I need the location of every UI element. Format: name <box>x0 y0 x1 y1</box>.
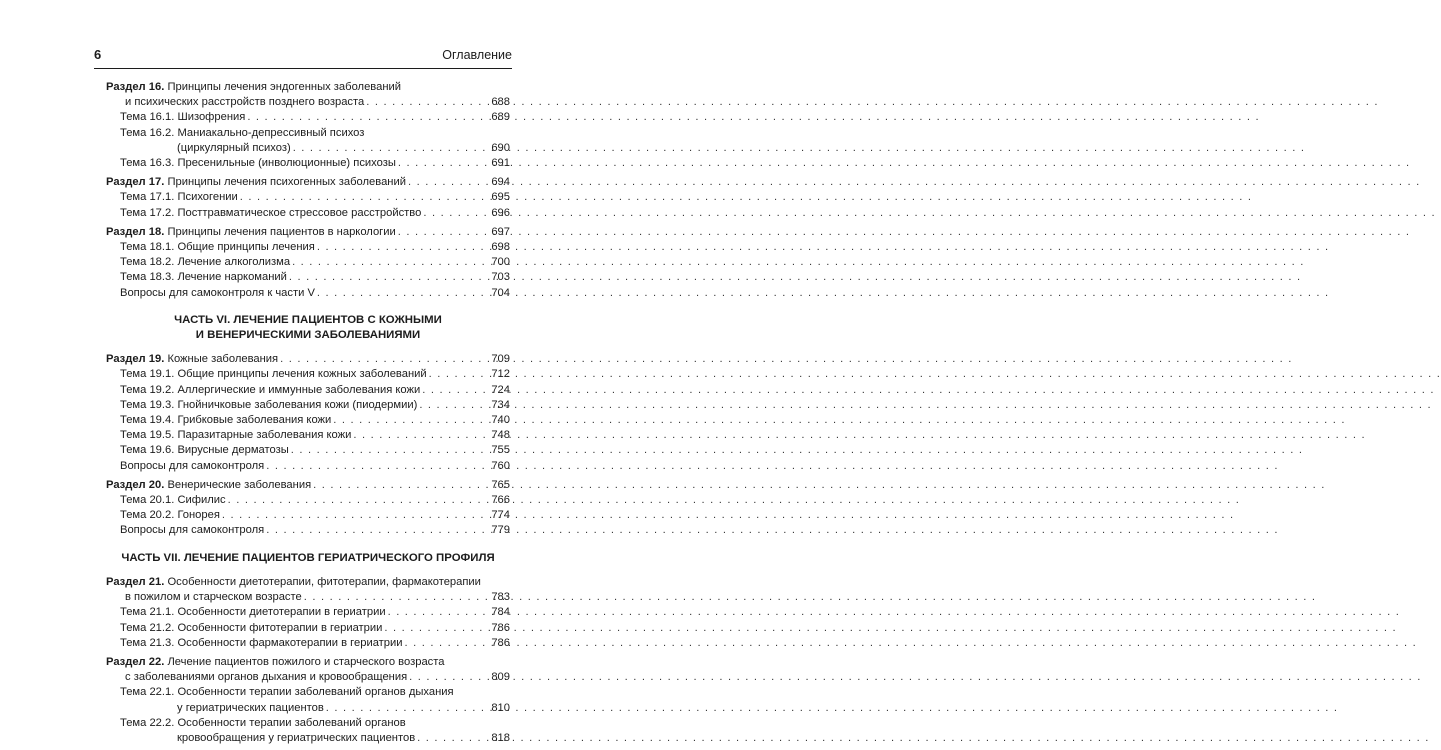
section-prefix: Раздел 17. <box>106 176 165 189</box>
page-ref: 809 <box>491 671 510 684</box>
toc-topic[interactable] <box>106 383 510 398</box>
questions-label: Вопросы для самоконтроля к части V <box>120 286 315 299</box>
topic-label: Тема 21.3. Особенности фармакотерапии в гериатрии <box>120 636 403 649</box>
page-ref: 688 <box>491 96 510 109</box>
page-ref: 700 <box>491 256 510 269</box>
part-title: ЧАСТЬ VII. ЛЕЧЕНИЕ ПАЦИЕНТОВ ГЕРИАТРИЧЕСКОГО ПРОФИЛЯ <box>121 551 495 564</box>
page-ref: 694 <box>491 176 510 189</box>
toc-topic[interactable] <box>106 605 510 620</box>
page-ref: 712 <box>491 368 510 381</box>
leader-dots <box>366 95 489 110</box>
leader-dots <box>419 398 489 413</box>
page-ref: 784 <box>491 606 510 619</box>
section-title: Лечение пациентов пожилого и старческого возраста <box>167 655 445 668</box>
toc-entry[interactable] <box>106 80 510 95</box>
topic-label: Тема 18.1. Общие принципы лечения <box>120 241 315 254</box>
leader-dots <box>289 270 489 285</box>
leader-dots <box>313 478 489 493</box>
leader-dots <box>423 206 489 221</box>
topic-label: Тема 20.2. Гонорея <box>120 509 220 522</box>
topic-label: Тема 22.2. Особенности терапии заболеваний органов <box>120 716 406 729</box>
topic-label: Тема 16.2. Маниакально-депрессивный психоз <box>120 126 365 139</box>
leader-dots <box>384 621 489 636</box>
page-ref: 696 <box>491 206 510 219</box>
page-ref: 724 <box>491 383 510 396</box>
section-prefix: Раздел 21. <box>106 575 165 588</box>
page-ref: 697 <box>491 225 510 238</box>
leader-dots <box>353 428 489 443</box>
leader-dots <box>266 523 489 538</box>
toc-entry-continued[interactable] <box>106 590 510 605</box>
toc-questions[interactable] <box>106 459 510 474</box>
topic-label: Тема 18.3. Лечение наркоманий <box>120 271 287 284</box>
topic-label-cont: (циркулярный психоз) <box>177 141 291 154</box>
topic-label: Тема 21.1. Особенности диетотерапии в гериатрии <box>120 606 386 619</box>
section-title-cont: с заболеваниями органов дыхания и кровообращения <box>125 671 408 684</box>
section-title: Венерические заболевания <box>167 478 312 491</box>
toc-questions[interactable] <box>106 286 510 301</box>
toc-section-19 <box>106 352 510 474</box>
toc-entry[interactable] <box>106 478 510 493</box>
table-of-contents <box>106 80 510 750</box>
section-title: Принципы лечения психогенных заболеваний <box>167 176 406 189</box>
section-prefix: Раздел 18. <box>106 225 165 238</box>
section-prefix: Раздел 20. <box>106 478 165 491</box>
toc-topic[interactable] <box>106 190 510 205</box>
page-ref: 691 <box>491 157 510 170</box>
topic-label: Тема 19.1. Общие принципы лечения кожных заболеваний <box>120 368 427 381</box>
page-ref: 709 <box>491 353 510 366</box>
header-rule <box>94 68 512 69</box>
page-ref: 695 <box>491 191 510 204</box>
questions-label: Вопросы для самоконтроля <box>120 459 265 472</box>
page-ref: 689 <box>491 111 510 124</box>
part-title: ЧАСТЬ VI. ЛЕЧЕНИЕ ПАЦИЕНТОВ С КОЖНЫМИ <box>174 313 442 326</box>
topic-label: Тема 20.1. Сифилис <box>120 494 226 507</box>
leader-dots <box>292 255 489 270</box>
toc-section-16 <box>106 80 510 171</box>
topic-label-cont: у гериатрических пациентов <box>177 701 324 714</box>
toc-entry[interactable] <box>106 575 510 590</box>
toc-topic[interactable] <box>106 508 510 523</box>
topic-label: Тема 19.6. Вирусные дерматозы <box>120 444 289 457</box>
section-title: Особенности диетотерапии, фитотерапии, фармакотерапии <box>167 575 481 588</box>
topic-label: Тема 19.2. Аллергические и иммунные заболевания кожи <box>120 383 421 396</box>
leader-dots <box>326 701 490 716</box>
toc-topic[interactable] <box>106 367 510 382</box>
page-ref: 748 <box>491 429 510 442</box>
page-ref: 740 <box>491 414 510 427</box>
toc-topic[interactable] <box>106 716 510 731</box>
leader-dots <box>222 508 489 523</box>
leader-dots <box>422 383 489 398</box>
section-title-cont: в пожилом и старческом возрасте <box>125 591 302 604</box>
page-ref: 774 <box>491 509 510 522</box>
toc-topic[interactable] <box>106 621 510 636</box>
toc-topic[interactable] <box>106 636 510 651</box>
toc-section-21 <box>106 575 510 651</box>
part-heading-6 <box>106 313 510 343</box>
page-ref: 760 <box>491 459 510 472</box>
topic-label: Тема 17.2. Посттравматическое стрессовое расстройство <box>120 206 422 219</box>
toc-topic[interactable] <box>106 240 510 255</box>
leader-dots <box>409 670 489 685</box>
leader-dots <box>280 352 489 367</box>
toc-topic[interactable] <box>106 398 510 413</box>
toc-topic[interactable] <box>106 206 510 221</box>
toc-section-20 <box>106 478 510 539</box>
toc-section-22 <box>106 655 510 746</box>
questions-label: Вопросы для самоконтроля <box>120 524 265 537</box>
leader-dots <box>333 413 489 428</box>
leader-dots <box>398 225 490 240</box>
page-ref: 779 <box>491 524 510 537</box>
leader-dots <box>417 731 489 746</box>
page-ref: 703 <box>491 271 510 284</box>
topic-label: Тема 19.3. Гнойничковые заболевания кожи (пиодермии) <box>120 398 418 411</box>
toc-topic[interactable] <box>106 413 510 428</box>
toc-entry[interactable] <box>106 225 510 240</box>
toc-topic-continued[interactable] <box>106 731 510 746</box>
running-head: Оглавление <box>442 48 512 62</box>
leader-dots <box>293 141 490 156</box>
part-title-cont: И ВЕНЕРИЧЕСКИМИ ЗАБОЛЕВАНИЯМИ <box>195 329 421 342</box>
toc-entry[interactable] <box>106 655 510 670</box>
section-title-cont: и психических расстройств позднего возраста <box>125 96 365 109</box>
toc-section-17 <box>106 175 510 221</box>
toc-entry-continued[interactable] <box>106 95 510 110</box>
toc-topic[interactable] <box>106 110 510 125</box>
leader-dots <box>228 493 490 508</box>
toc-topic[interactable] <box>106 126 510 141</box>
page-ref: 734 <box>491 398 510 411</box>
toc-topic[interactable] <box>106 156 510 171</box>
leader-dots <box>266 459 489 474</box>
leader-dots <box>304 590 490 605</box>
topic-label: Тема 19.4. Грибковые заболевания кожи <box>120 414 332 427</box>
toc-questions[interactable] <box>106 523 510 538</box>
leader-dots <box>240 190 490 205</box>
toc-topic-continued[interactable] <box>106 701 510 716</box>
page-ref: 755 <box>491 444 510 457</box>
toc-entry[interactable] <box>106 175 510 190</box>
toc-topic[interactable] <box>106 255 510 270</box>
leader-dots <box>398 156 489 171</box>
leader-dots <box>247 110 489 125</box>
section-title: Принципы лечения эндогенных заболеваний <box>167 81 402 93</box>
page-ref: 698 <box>491 241 510 254</box>
page-ref: 786 <box>491 621 510 634</box>
section-title: Принципы лечения пациентов в наркологии <box>167 225 396 238</box>
topic-label: Тема 16.3. Пресенильные (инволюционные) психозы <box>120 157 396 170</box>
section-prefix: Раздел 16. <box>106 81 165 93</box>
page-ref: 766 <box>491 494 510 507</box>
leader-dots <box>408 175 489 190</box>
leader-dots <box>405 636 490 651</box>
section-prefix: Раздел 19. <box>106 353 165 366</box>
page-number: 6 <box>94 47 102 62</box>
toc-topic[interactable] <box>106 270 510 285</box>
topic-label: Тема 16.1. Шизофрения <box>120 111 246 124</box>
toc-topic[interactable] <box>106 443 510 458</box>
leader-dots <box>317 240 490 255</box>
leader-dots <box>429 367 490 382</box>
leader-dots <box>388 605 490 620</box>
toc-topic[interactable] <box>106 493 510 508</box>
part-heading-7 <box>106 551 510 566</box>
toc-section-18 <box>106 225 510 301</box>
toc-entry[interactable] <box>106 352 510 367</box>
toc-topic[interactable] <box>106 685 510 700</box>
toc-entry-continued[interactable] <box>106 670 510 685</box>
topic-label-cont: кровообращения у гериатрических пациентов <box>177 731 416 744</box>
section-prefix: Раздел 22. <box>106 655 165 668</box>
page-header <box>94 47 512 62</box>
page-ref: 704 <box>491 286 510 299</box>
leader-dots <box>291 443 490 458</box>
page-ref: 690 <box>491 141 510 154</box>
page-ref: 810 <box>491 701 510 714</box>
topic-label: Тема 19.5. Паразитарные заболевания кожи <box>120 429 352 442</box>
toc-topic-continued[interactable] <box>106 141 510 156</box>
leader-dots <box>317 286 489 301</box>
topic-label: Тема 22.1. Особенности терапии заболеваний органов дыхания <box>120 686 454 699</box>
page-ref: 765 <box>491 478 510 491</box>
section-title: Кожные заболевания <box>167 353 279 366</box>
topic-label: Тема 17.1. Психогении <box>120 191 238 204</box>
topic-label: Тема 18.2. Лечение алкоголизма <box>120 256 291 269</box>
page-ref: 783 <box>491 591 510 604</box>
page-ref: 786 <box>491 636 510 649</box>
page-ref: 818 <box>491 731 510 744</box>
topic-label: Тема 21.2. Особенности фитотерапии в гериатрии <box>120 621 383 634</box>
toc-topic[interactable] <box>106 428 510 443</box>
